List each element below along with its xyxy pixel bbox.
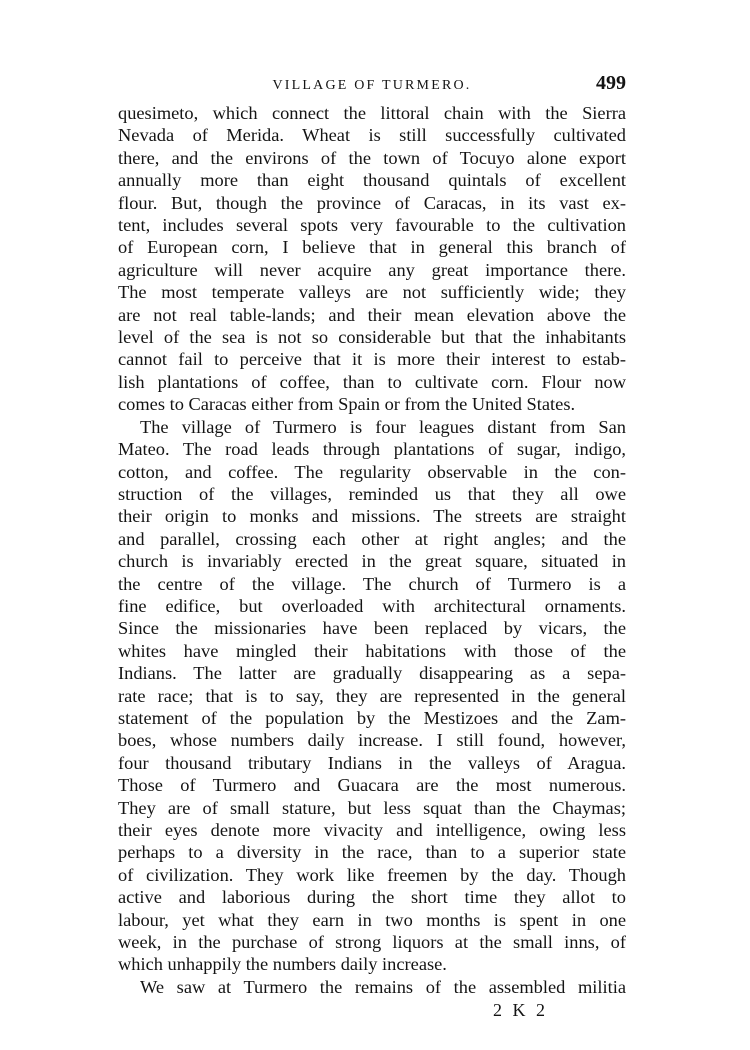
text-line: The village of Turmero is four leagues distant from San — [140, 416, 626, 437]
text-line: Those of Turmero and Guacara are the most numerous. — [118, 775, 626, 796]
text-line: They are of small stature, but less squat than the Chaymas; — [118, 797, 626, 818]
signature-mark: 2 K 2 — [493, 1000, 548, 1021]
running-title: VILLAGE OF TURMERO. — [272, 78, 472, 93]
text-line: which unhappily the numbers daily increase. — [118, 954, 447, 975]
text-line: cotton, and coffee. The regularity observable in the con- — [118, 461, 626, 482]
text-line: lish plantations of coffee, than to cultivate corn. Flour now — [118, 371, 626, 392]
text-line: their origin to monks and missions. The streets are straight — [118, 506, 626, 527]
text-line: of civilization. They work like freemen by the day. Though — [118, 864, 626, 885]
text-line: their eyes denote more vivacity and intelligence, owing less — [118, 820, 626, 840]
text-line: agriculture will never acquire any great importance there. — [118, 259, 626, 280]
text-line: Mateo. The road leads through plantations of sugar, indigo, — [118, 439, 626, 460]
running-head — [118, 68, 626, 102]
text-line: are not real table-lands; and their mean elevation above the — [118, 304, 626, 325]
text-line: church is invariably erected in the great square, situated in — [118, 551, 626, 572]
text-line: of European corn, I believe that in general this branch of — [118, 237, 626, 258]
text-line: The most temperate valleys are not sufficiently wide; they — [118, 282, 626, 303]
text-line: the centre of the village. The church of Turmero is a — [118, 573, 626, 594]
text-line: four thousand tributary Indians in the valleys of Aragua. — [118, 752, 626, 773]
text-line: Since the missionaries have been replaced by vicars, the — [118, 618, 626, 639]
text-line: statement of the population by the Mestizoes and the Zam- — [118, 707, 626, 728]
text-line: fine edifice, but overloaded with architectural ornaments. — [118, 595, 626, 616]
text-line: active and laborious during the short time they allot to — [118, 887, 626, 908]
text-line: level of the sea is not so considerable but that the inhabitants — [118, 327, 626, 348]
text-line: whites have mingled their habitations with those of the — [118, 640, 626, 661]
text-line: Indians. The latter are gradually disappearing as a sepa- — [118, 663, 626, 684]
text-line: We saw at Turmero the remains of the assembled militia — [140, 976, 626, 997]
text-line: there, and the environs of the town of Tocuyo alone export — [118, 147, 626, 168]
text-line: quesimeto, which connect the littoral chain with the Sierra — [118, 103, 626, 123]
text-line: labour, yet what they earn in two months is spent in one — [118, 909, 626, 930]
page-number: 499 — [596, 72, 626, 94]
text-line: tent, includes several spots very favourable to the cultivation — [118, 215, 626, 236]
text-line: and parallel, crossing each other at right angles; and the — [118, 528, 626, 549]
text-line: struction of the villages, reminded us that they all owe — [118, 483, 626, 504]
text-line: rate race; that is to say, they are represented in the general — [118, 685, 626, 706]
text-line: boes, whose numbers daily increase. I still found, however, — [118, 730, 626, 751]
text-line: annually more than eight thousand quintals of excellent — [118, 170, 626, 191]
text-line: perhaps to a diversity in the race, than to a superior state — [118, 842, 626, 863]
text-line: Nevada of Merida. Wheat is still successfully cultivated — [118, 125, 626, 146]
text-line: week, in the purchase of strong liquors at the small inns, of — [118, 932, 626, 953]
book-page — [118, 68, 626, 1021]
text-line: cannot fail to perceive that it is more their interest to estab- — [118, 349, 626, 370]
text-line: comes to Caracas either from Spain or from the United States. — [118, 394, 576, 415]
body-text — [118, 102, 626, 998]
text-line: flour. But, though the province of Caracas, in its vast ex- — [118, 192, 626, 213]
